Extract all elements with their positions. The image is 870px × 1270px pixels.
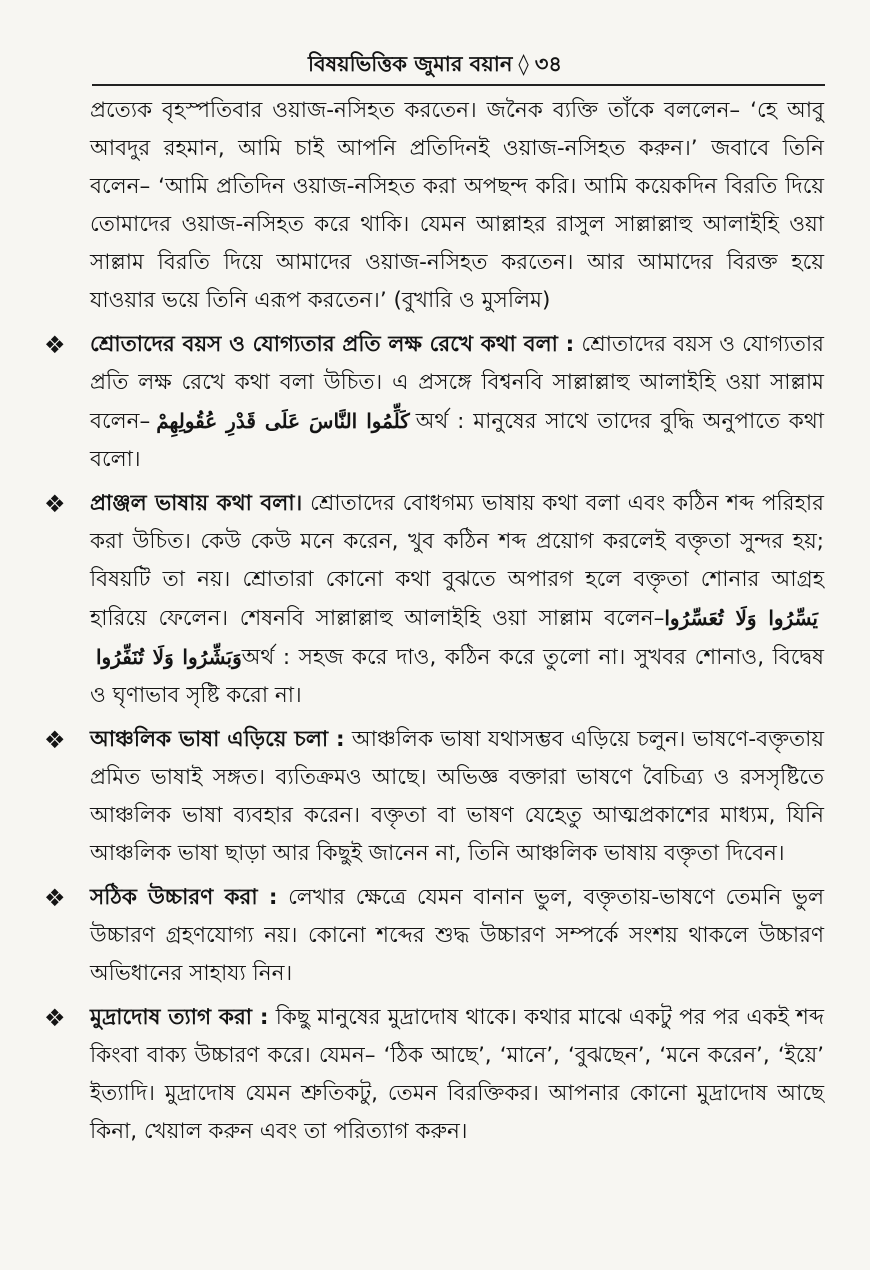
bullet-icon: ❖ <box>44 331 66 359</box>
item-text: শ্রোতাদের বয়স ও যোগ্যতার প্রতি লক্ষ রেখে কথা বলা উচিত। এ প্রসঙ্গে বিশ্বনবি সাল্লাল্লাহু আলাইহি ওয়া সাল্লাম বলেন– <box>90 332 824 434</box>
header-rule <box>92 84 825 86</box>
book-title: বিষয়ভিত্তিক জুমার বয়ান <box>307 52 513 76</box>
item-translation: অর্থ : মানুষের সাথে তাদের বুদ্ধি অনুপাতে কথা বলো। <box>90 409 824 472</box>
item-text: আঞ্চলিক ভাষা যথাসম্ভব এড়িয়ে চলুন। ভাষণে-বক্তৃতায় প্রমিত ভাষাই সঙ্গত। ব্যতিক্রমও আছে। অভিজ্ঞ বক্তারা ভাষণে বৈচিত্র্য ও রসসৃষ্টিতে আঞ্চলিক ভাষা ব্যবহার করেন। বক্তৃতা বা ভাষণ যেহেতু আত্মপ্রকাশের মাধ্যম, যিনি আঞ্চলিক ভাষা ছাড়া আর কিছুই জানেন না, তিনি আঞ্চলিক ভাষায় বক্তৃতা দিবেন। <box>90 727 824 866</box>
item-heading: মুদ্রাদোষ ত্যাগ করা : <box>90 1005 269 1030</box>
diamond-icon: ◊ <box>518 52 529 76</box>
item-heading: প্রাঞ্জল ভাষায় কথা বলা। <box>90 491 303 516</box>
item-text: কিছু মানুষের মুদ্রাদোষ থাকে। কথার মাঝে একটু পর পর একই শব্দ কিংবা বাক্য উচ্চারণ করে। যেমন– ‘ঠিক আছে’, ‘মানে’, ‘বুঝছেন’, ‘মনে করেন’, ‘ইয়ে’ ইত্যাদি। মুদ্রাদোষ যেমন শ্রুতিকটু, তেমন বিরক্তিকর। আপনার কোনো মুদ্রাদোষ আছে কিনা, খেয়াল করুন এবং তা পরিত্যাগ করুন। <box>90 1005 824 1144</box>
arabic-quote: كَلِّمُوا النَّاسَ عَلَى قَدْرِ عُقُولِهِمْ <box>156 409 410 433</box>
bullet-icon: ❖ <box>44 884 66 912</box>
running-header <box>0 50 870 78</box>
arabic-quote: يَسِّرُوا وَلَا تُعَسِّرُوا وَبَشِّرُوا وَلَا تُنَفِّرُوا <box>96 606 818 669</box>
list-item <box>44 326 824 479</box>
list-item <box>44 999 824 1151</box>
item-heading: আঞ্চলিক ভাষা এড়িয়ে চলা : <box>90 727 345 752</box>
intro-paragraph: প্রত্যেক বৃহস্পতিবার ওয়াজ-নসিহত করতেন। জনৈক ব্যক্তি তাঁকে বললেন– ‘হে আবু আবদুর রহমান, আমি চাই আপনি প্রতিদিনই ওয়াজ-নসিহত করুন।’ জবাবে তিনি বলেন– ‘আমি প্রতিদিন ওয়াজ-নসিহত করা অপছন্দ করি। আমি কয়েকদিন বিরতি দিয়ে তোমাদের ওয়াজ-নসিহত করে থাকি। যেমন আল্লাহর রাসুল সাল্লাল্লাহু আলাইহি ওয়া সাল্লাম বিরতি দিয়ে আমাদের ওয়াজ-নসিহত করতেন। আর আমাদের বিরক্ত হয়ে যাওয়ার ভয়ে তিনি এরূপ করতেন।’ (বুখারি ও মুসলিম) <box>90 98 824 313</box>
item-heading: শ্রোতাদের বয়স ও যোগ্যতার প্রতি লক্ষ রেখে কথা বলা : <box>90 332 575 357</box>
page-number: ৩৪ <box>534 52 563 76</box>
page-content <box>44 92 825 1151</box>
list-item <box>44 485 825 715</box>
item-text: লেখার ক্ষেত্রে যেমন বানান ভুল, বক্তৃতায়-ভাষণে তেমনি ভুল উচ্চারণ গ্রহণযোগ্য নয়। কোনো শব্দের শুদ্ধ উচ্চারণ সম্পর্কে সংশয় থাকলে উচ্চারণ অভিধানের সাহায্য নিন। <box>90 885 824 986</box>
bullet-icon: ❖ <box>44 1004 66 1032</box>
list-item <box>44 721 824 873</box>
bullet-icon: ❖ <box>44 490 66 518</box>
item-heading: সঠিক উচ্চারণ করা : <box>90 885 278 910</box>
bullet-icon: ❖ <box>44 726 66 754</box>
list-item <box>44 879 824 993</box>
item-translation: অর্থ : সহজ করে দাও, কঠিন করে তুলো না। সুখবর শোনাও, বিদ্বেষ ও ঘৃণাভাব সৃষ্টি করো না। <box>90 645 825 708</box>
item-text: শ্রোতাদের বোধগম্য ভাষায় কথা বলা এবং কঠিন শব্দ পরিহার করা উচিত। কেউ কেউ মনে করেন, খুব কঠিন শব্দ প্রয়োগ করলেই বক্তৃতা সুন্দর হয়; বিষয়টি তা নয়। শ্রোতারা কোনো কথা বুঝতে অপারগ হলে বক্তৃতা শোনার আগ্রহ হারিয়ে ফেলেন। শেষনবি সাল্লাল্লাহু আলাইহি ওয়া সাল্লাম বলেন– <box>90 491 824 631</box>
